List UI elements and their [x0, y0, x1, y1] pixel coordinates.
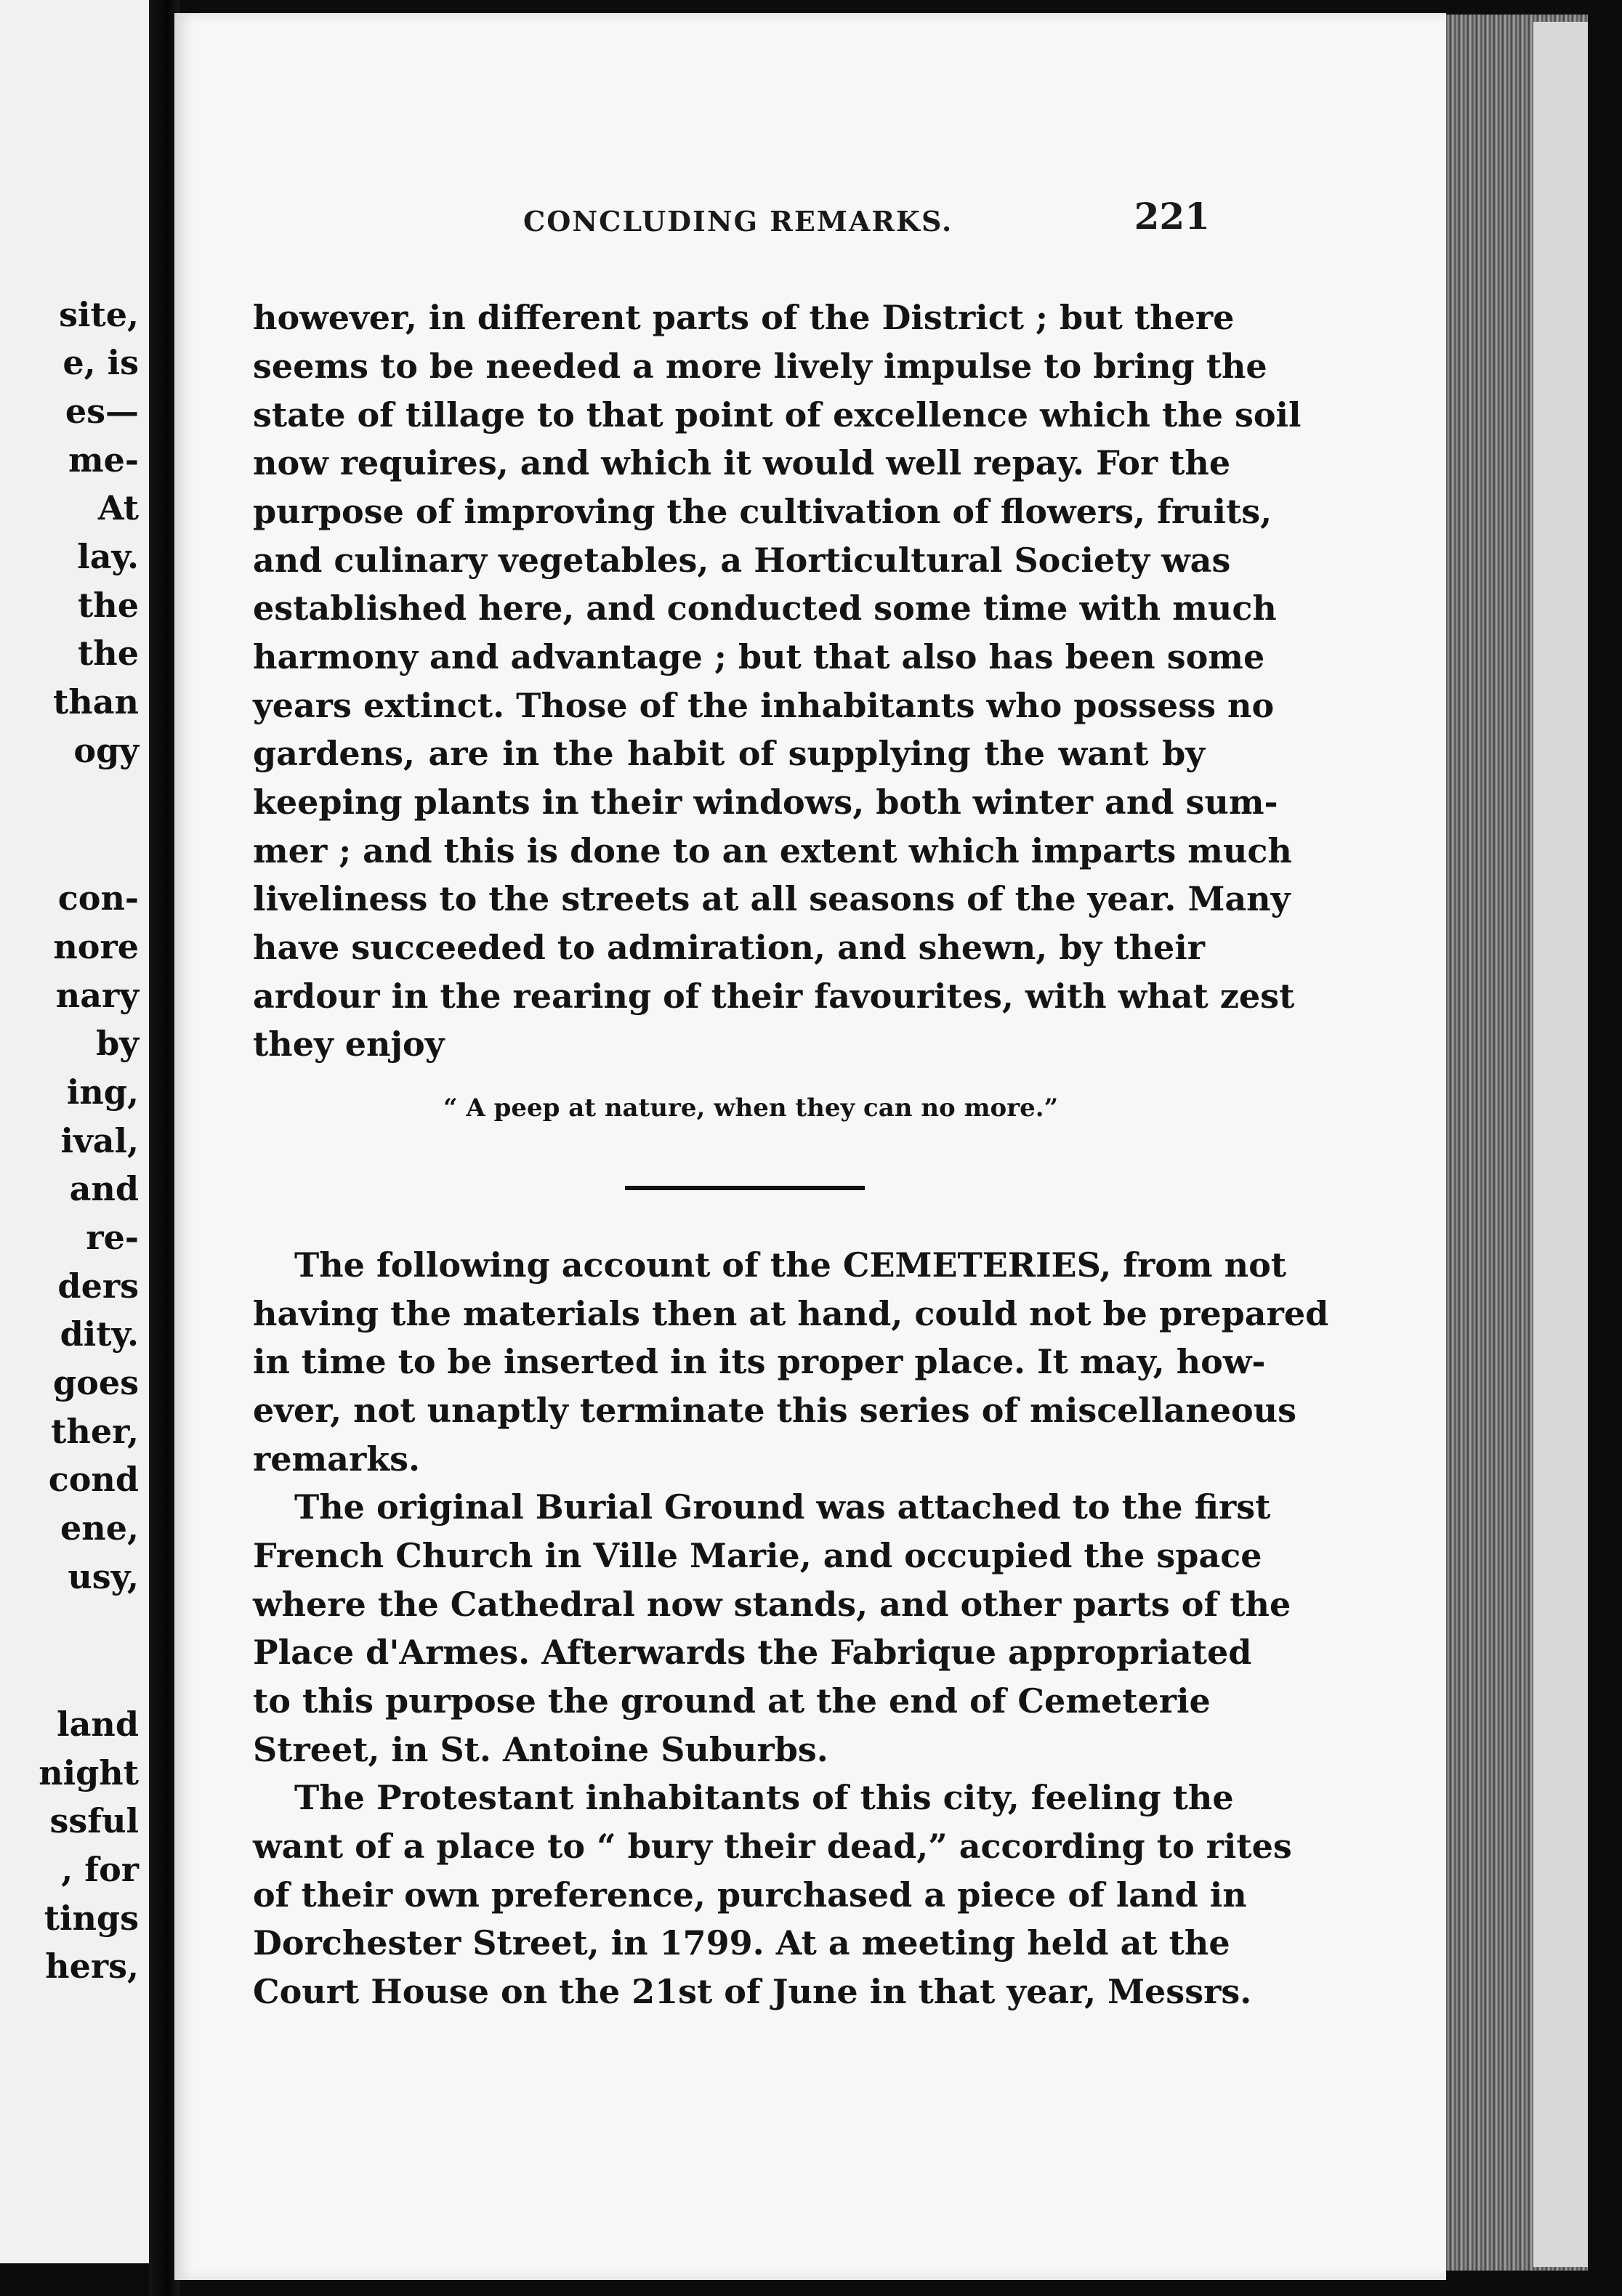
left-page-fragment: than — [53, 682, 139, 721]
text-line: The original Burial Ground was attached to the first — [294, 1487, 1271, 1527]
left-page-fragment: nore — [53, 927, 139, 966]
text-line: Place d'Armes. Afterwards the Fabrique appropriated — [253, 1633, 1252, 1672]
text-line: they enjoy — [253, 1024, 445, 1064]
scan-background — [1588, 0, 1622, 2296]
text-line: have succeeded to admiration, and shewn, by their — [253, 928, 1205, 967]
left-page-fragment: ders — [57, 1266, 139, 1306]
text-line: where the Cathedral now stands, and other parts of the — [253, 1585, 1291, 1624]
text-line: remarks. — [253, 1439, 420, 1479]
text-line: Dorchester Street, in 1799. At a meeting held at the — [253, 1923, 1230, 1962]
text-line: Street, in St. Antoine Suburbs. — [253, 1730, 828, 1769]
left-page-fragment: land — [57, 1705, 139, 1744]
text-line: The Protestant inhabitants of this city, feeling the — [294, 1778, 1234, 1817]
left-page-fragment: At — [97, 488, 139, 527]
left-page-fragment: dity. — [60, 1314, 139, 1354]
left-page-fragment: ival, — [60, 1121, 139, 1160]
left-page-fragment: ing, — [66, 1072, 139, 1112]
text-line: Court House on the 21st of June in that year, Messrs. — [253, 1972, 1252, 2011]
left-page-fragment: goes — [52, 1363, 139, 1402]
text-line: now requires, and which it would well repay. For the — [253, 443, 1231, 482]
text-line: years extinct. Those of the inhabitants who possess no — [253, 686, 1275, 725]
text-line: however, in different parts of the District ; but there — [253, 298, 1235, 337]
section-divider — [625, 1186, 865, 1190]
text-line: harmony and advantage ; but that also has been some — [253, 637, 1265, 676]
left-page-fragment: tings — [44, 1899, 139, 1938]
left-page-fragment: the — [78, 586, 139, 625]
left-page-fragment: ogy — [73, 731, 139, 770]
left-page-fragment: lay. — [77, 537, 139, 576]
left-page-fragment: the — [78, 634, 139, 673]
left-page-fragment: night — [39, 1753, 139, 1792]
text-line: French Church in Ville Marie, and occupied the space — [253, 1536, 1262, 1575]
text-line: keeping plants in their windows, both winter and sum- — [253, 783, 1278, 822]
left-page-fragment: ene, — [60, 1508, 139, 1548]
left-page-fragment: e, is — [62, 343, 139, 382]
left-page-fragment: con- — [57, 878, 139, 918]
left-page-fragment: re- — [86, 1218, 139, 1257]
left-page-fragment: , for — [61, 1850, 139, 1889]
text-line: ardour in the rearing of their favourites, with what zest — [253, 977, 1295, 1016]
left-page-fragment: ther, — [51, 1412, 139, 1451]
page-edge-highlight — [1533, 22, 1588, 2267]
text-line: purpose of improving the cultivation of flowers, fruits, — [253, 492, 1272, 531]
text-line: The following account of the CEMETERIES, from not — [294, 1245, 1286, 1285]
text-line: gardens, are in the habit of supplying the want by — [253, 734, 1205, 773]
left-page-fragment: cond — [48, 1460, 139, 1499]
text-line: of their own preference, purchased a piece of land in — [253, 1875, 1247, 1915]
left-page-fragment: usy, — [68, 1557, 139, 1596]
page-number: 221 — [1134, 195, 1210, 238]
left-page-fragment: hers, — [45, 1947, 139, 1986]
quotation: “ A peep at nature, when they can no more.” — [443, 1094, 1059, 1123]
text-line: and culinary vegetables, a Horticultural Society was — [253, 541, 1231, 580]
text-line: want of a place to “ bury their dead,” according to rites — [253, 1827, 1292, 1866]
text-line: to this purpose the ground at the end of Cemeterie — [253, 1681, 1211, 1721]
left-page-fragment: site, — [59, 295, 139, 334]
left-page-fragment: by — [96, 1024, 139, 1063]
text-line: mer ; and this is done to an extent which imparts much — [253, 831, 1292, 870]
running-head: CONCLUDING REMARKS. — [523, 205, 953, 238]
left-facing-page — [0, 0, 149, 2263]
text-line: liveliness to the streets at all seasons of the year. Many — [253, 879, 1291, 918]
left-page-fragment: me- — [68, 440, 139, 480]
text-line: having the materials then at hand, could not be prepared — [253, 1294, 1329, 1333]
text-line: established here, and conducted some time with much — [253, 589, 1277, 628]
text-line: in time to be inserted in its proper place. It may, how- — [253, 1342, 1266, 1381]
text-line: state of tillage to that point of excellence which the soil — [253, 395, 1302, 434]
left-page-fragment: es— — [65, 392, 139, 431]
left-page-fragment: ssful — [49, 1801, 139, 1840]
left-page-fragment: nary — [55, 976, 139, 1015]
left-page-fragment: and — [69, 1169, 139, 1208]
text-line: seems to be needed a more lively impulse to bring the — [253, 347, 1267, 386]
text-line: ever, not unaptly terminate this series of miscellaneous — [253, 1391, 1296, 1430]
